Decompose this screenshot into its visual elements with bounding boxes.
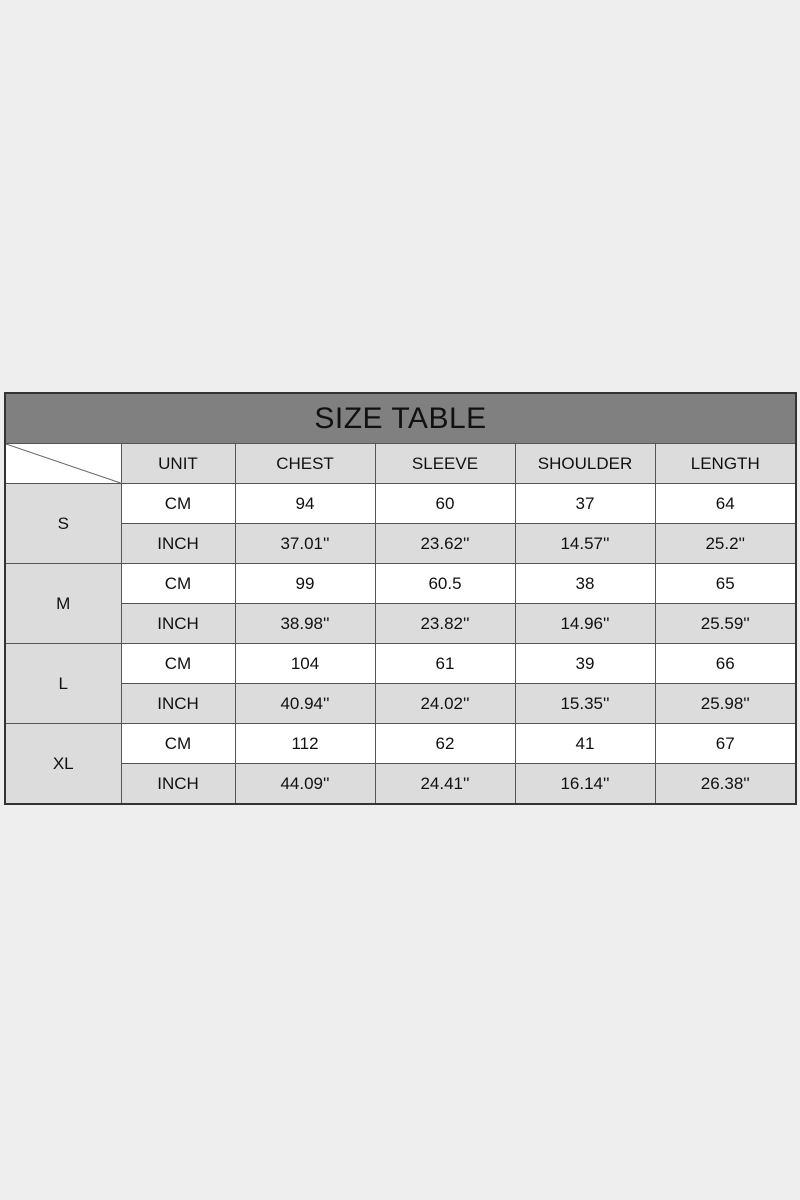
sleeve-value: 60 <box>375 484 515 524</box>
sleeve-value: 24.41'' <box>375 764 515 805</box>
chest-value: 99 <box>235 564 375 604</box>
length-value: 25.2'' <box>655 524 796 564</box>
shoulder-value: 15.35'' <box>515 684 655 724</box>
length-value: 25.59'' <box>655 604 796 644</box>
sleeve-value: 62 <box>375 724 515 764</box>
sleeve-value: 24.02'' <box>375 684 515 724</box>
size-label: XL <box>5 724 121 805</box>
shoulder-value: 16.14'' <box>515 764 655 805</box>
table-row <box>5 764 796 805</box>
shoulder-value: 39 <box>515 644 655 684</box>
chest-value: 44.09'' <box>235 764 375 805</box>
chest-value: 104 <box>235 644 375 684</box>
chest-value: 112 <box>235 724 375 764</box>
table-row <box>5 524 796 564</box>
unit-cell: CM <box>121 724 235 764</box>
unit-cell: INCH <box>121 684 235 724</box>
chest-value: 38.98'' <box>235 604 375 644</box>
shoulder-value: 37 <box>515 484 655 524</box>
shoulder-value: 14.57'' <box>515 524 655 564</box>
header-shoulder: SHOULDER <box>515 444 655 484</box>
chest-value: 37.01'' <box>235 524 375 564</box>
table-title: SIZE TABLE <box>5 393 796 444</box>
unit-cell: INCH <box>121 604 235 644</box>
unit-cell: INCH <box>121 764 235 805</box>
size-table <box>4 392 797 805</box>
header-chest: CHEST <box>235 444 375 484</box>
size-label: S <box>5 484 121 564</box>
sleeve-value: 23.82'' <box>375 604 515 644</box>
shoulder-value: 14.96'' <box>515 604 655 644</box>
unit-cell: CM <box>121 484 235 524</box>
corner-cell <box>5 444 121 484</box>
length-value: 64 <box>655 484 796 524</box>
length-value: 26.38'' <box>655 764 796 805</box>
length-value: 67 <box>655 724 796 764</box>
table-row <box>5 484 796 524</box>
header-sleeve: SLEEVE <box>375 444 515 484</box>
sleeve-value: 61 <box>375 644 515 684</box>
header-unit: UNIT <box>121 444 235 484</box>
unit-cell: INCH <box>121 524 235 564</box>
chest-value: 94 <box>235 484 375 524</box>
shoulder-value: 41 <box>515 724 655 764</box>
chest-value: 40.94'' <box>235 684 375 724</box>
header-row <box>5 444 796 484</box>
length-value: 65 <box>655 564 796 604</box>
diagonal-divider <box>6 444 121 483</box>
length-value: 25.98'' <box>655 684 796 724</box>
unit-cell: CM <box>121 564 235 604</box>
shoulder-value: 38 <box>515 564 655 604</box>
table-row <box>5 684 796 724</box>
size-label: L <box>5 644 121 724</box>
table-row <box>5 724 796 764</box>
table-row <box>5 644 796 684</box>
length-value: 66 <box>655 644 796 684</box>
sleeve-value: 23.62'' <box>375 524 515 564</box>
table-row <box>5 564 796 604</box>
header-length: LENGTH <box>655 444 796 484</box>
unit-cell: CM <box>121 644 235 684</box>
table-row <box>5 604 796 644</box>
size-label: M <box>5 564 121 644</box>
sleeve-value: 60.5 <box>375 564 515 604</box>
